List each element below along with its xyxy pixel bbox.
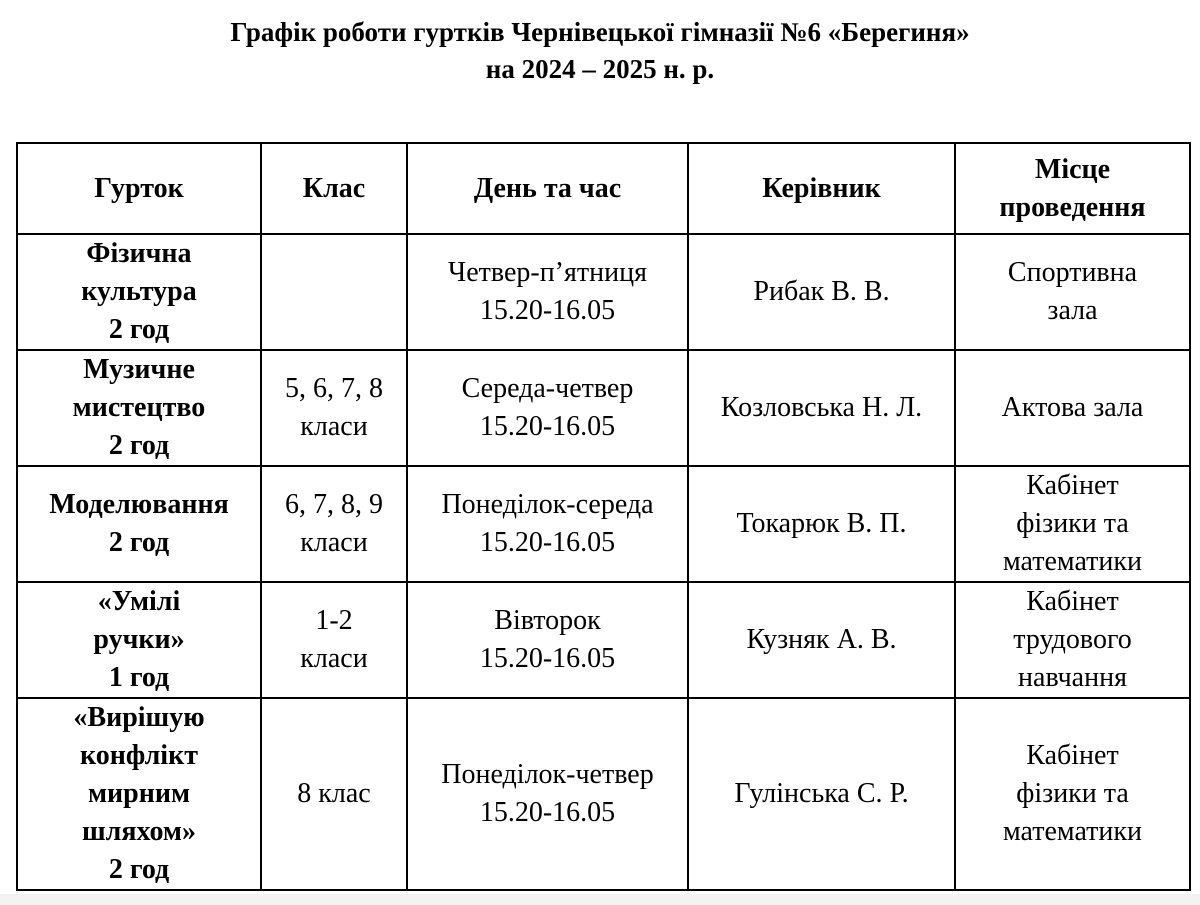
header-venue-line-1: Місце — [1034, 153, 1111, 185]
cell-venue — [955, 698, 1190, 890]
club-name-line: мистецтво — [72, 392, 206, 423]
cell-venue — [955, 582, 1190, 698]
cell-grade — [261, 466, 407, 582]
club-schedule-table — [16, 142, 1191, 891]
schedule-time: 15.20-16.05 — [479, 797, 616, 828]
club-name-line: шляхом» — [82, 816, 196, 847]
cell-leader: Токарюк В. П. — [688, 466, 955, 582]
cell-club — [17, 350, 261, 466]
table-row — [17, 234, 1190, 350]
schedule-days: Середа-четвер — [461, 373, 634, 404]
venue-line: Актова зала — [1001, 392, 1144, 423]
table-row — [17, 698, 1190, 890]
club-hours: 2 год — [108, 314, 170, 345]
grade-line: класи — [300, 411, 368, 442]
venue-line: математики — [1003, 816, 1142, 847]
grade-line: 5, 6, 7, 8 — [285, 373, 383, 404]
schedule-time: 15.20-16.05 — [479, 295, 616, 326]
venue-line: Кабінет — [1026, 586, 1119, 617]
cell-leader: Рибак В. В. — [688, 234, 955, 350]
header-schedule: День та час — [407, 143, 688, 234]
venue-line: Кабінет — [1026, 740, 1119, 771]
venue-line: Кабінет — [1026, 470, 1119, 501]
cell-club — [17, 698, 261, 890]
cell-grade — [261, 350, 407, 466]
venue-line: фізики та — [1016, 778, 1129, 809]
club-name-line: конфлікт — [80, 740, 198, 771]
club-name-line: «Умілі — [97, 586, 181, 617]
header-club: Гурток — [17, 143, 261, 234]
table-row — [17, 466, 1190, 582]
club-name-line: мирним — [87, 778, 191, 809]
club-name-line: Фізична — [86, 238, 192, 269]
cell-grade — [261, 698, 407, 890]
cell-venue — [955, 466, 1190, 582]
cell-schedule — [407, 350, 688, 466]
table-header-row — [17, 143, 1190, 234]
cell-schedule — [407, 698, 688, 890]
grade-line: 8 клас — [297, 778, 371, 809]
schedule-time: 15.20-16.05 — [479, 411, 616, 442]
schedule-days: Четвер-п’ятниця — [448, 257, 647, 288]
table-row — [17, 350, 1190, 466]
cell-grade — [261, 234, 407, 350]
cell-schedule — [407, 234, 688, 350]
cell-venue — [955, 234, 1190, 350]
header-venue — [955, 143, 1190, 234]
cell-venue — [955, 350, 1190, 466]
grade-line: класи — [300, 643, 368, 674]
page-bottom-edge — [0, 894, 1200, 905]
cell-club — [17, 466, 261, 582]
header-venue-line-2: проведення — [999, 191, 1146, 223]
schedule-time: 15.20-16.05 — [479, 527, 616, 558]
grade-line: 6, 7, 8, 9 — [285, 489, 383, 520]
cell-club — [17, 234, 261, 350]
cell-leader: Гулінська С. Р. — [688, 698, 955, 890]
venue-line: фізики та — [1016, 508, 1129, 539]
schedule-time: 15.20-16.05 — [479, 643, 616, 674]
club-name-line: Музичне — [83, 354, 195, 385]
club-hours: 2 год — [108, 854, 170, 885]
cell-club — [17, 582, 261, 698]
table-row — [17, 582, 1190, 698]
club-name-line: ручки» — [93, 624, 185, 655]
venue-line: трудового — [1013, 624, 1132, 655]
cell-grade — [261, 582, 407, 698]
grade-line: 1-2 — [315, 605, 353, 636]
title-line-1: Графік роботи гуртків Чернівецької гімназії №6 «Берегиня» — [230, 17, 970, 47]
venue-line: навчання — [1018, 662, 1127, 693]
schedule-days: Вівторок — [494, 605, 601, 636]
header-grade: Клас — [261, 143, 407, 234]
cell-leader: Козловська Н. Л. — [688, 350, 955, 466]
venue-line: зала — [1047, 295, 1098, 326]
club-hours: 2 год — [108, 527, 170, 558]
club-hours: 1 год — [108, 662, 170, 693]
cell-schedule — [407, 582, 688, 698]
schedule-days: Понеділок-середа — [441, 489, 654, 520]
club-hours: 2 год — [108, 430, 170, 461]
club-name-line: «Вирішую — [73, 702, 205, 733]
club-name-line: культура — [81, 276, 197, 307]
cell-schedule — [407, 466, 688, 582]
club-name-line: Моделювання — [49, 489, 229, 520]
header-leader: Керівник — [688, 143, 955, 234]
venue-line: Спортивна — [1007, 257, 1138, 288]
schedule-days: Понеділок-четвер — [441, 759, 654, 790]
title-line-2: на 2024 – 2025 н. р. — [485, 54, 715, 84]
grade-line: класи — [300, 527, 368, 558]
venue-line: математики — [1003, 546, 1142, 577]
cell-leader: Кузняк А. В. — [688, 582, 955, 698]
document-title — [0, 14, 1200, 88]
